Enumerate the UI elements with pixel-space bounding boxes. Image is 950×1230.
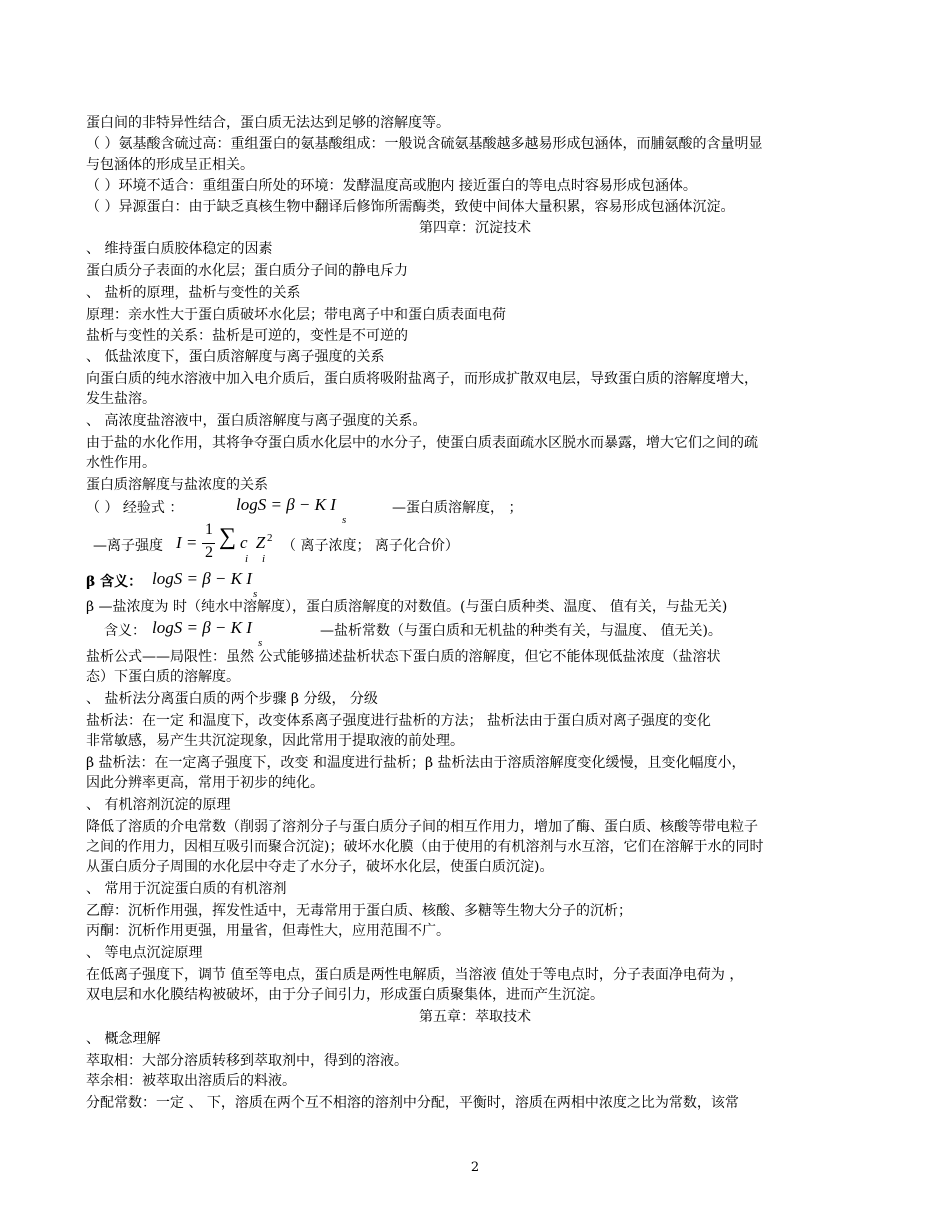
page-number: 2 [470, 1160, 480, 1175]
formula-subscript: s [253, 588, 258, 600]
paragraph-line: 蛋白质溶解度与盐浓度的关系 [86, 477, 268, 493]
paragraph-line: 盐析公式——局限性：虽然 公式能够描述盐析状态下蛋白质的溶解度，但它不能体现低盐浓度（盐溶状 [86, 649, 721, 665]
paragraph-line: 在低离子强度下，调节 值至等电点，蛋白质是两性电解质，当溶液 值处于等电点时，分子表面净电荷为 ， [86, 967, 744, 983]
paragraph-line: 非常敏感，易产生共沉淀现象，因此常用于提取液的前处理。 [86, 733, 464, 749]
empirical-formula: logS = β − K I [152, 569, 252, 588]
paragraph-line: 从蛋白质分子周围的水化层中夺走了水分子，破坏水化层，使蛋白质沉淀)。 [86, 859, 554, 875]
section-heading: 、 盐析法分离蛋白质的两个步骤 β 分级， 分级 [86, 691, 378, 707]
paragraph-line: （ ）环境不适合：重组蛋白所处的环境：发酵温度高或胞内 接近蛋白的等电点时容易形成包涵体。 [86, 178, 697, 194]
empirical-formula: logS = β − K I [152, 618, 252, 637]
chapter-heading: 第四章：沉淀技术 [419, 220, 531, 236]
section-heading: 、 维持蛋白质胶体稳定的因素 [86, 241, 273, 257]
paragraph-line: 与包涵体的形成呈正相关。 [86, 157, 254, 173]
formula-prefix: —离子强度 [93, 538, 163, 554]
formula-explanation: （ 离子浓度； 离子化合价） [282, 538, 459, 554]
paragraph-line: 萃取相：大部分溶质转移到萃取剂中，得到的溶液。 [86, 1053, 408, 1069]
section-heading: 、 等电点沉淀原理 [86, 945, 203, 961]
formula-prefix: β 含义： [86, 574, 143, 590]
formula-prefix: 含义： [104, 623, 146, 639]
paragraph-line: 向蛋白质的纯水溶液中加入电介质后，蛋白质将吸附盐离子，而形成扩散双电层，导致蛋白质的溶解度增大， [86, 371, 758, 387]
formula-prefix: （ ） 经验式 ： [86, 500, 184, 516]
paragraph-line: β —盐浓度为 时（纯水中溶解度），蛋白质溶解度的对数值。(与蛋白质种类、温度、 值有关，与盐无关) [86, 599, 728, 615]
paragraph-line: （ ）异源蛋白：由于缺乏真核生物中翻译后修饰所需酶类，致使中间体大量积累，容易形成包涵体沉淀。 [86, 199, 735, 215]
formula-explanation: —盐析常数（与蛋白质和无机盐的种类有关，与温度、 值无关)。 [320, 623, 722, 639]
paragraph-line: 由于盐的水化作用，其将争夺蛋白质水化层中的水分子，使蛋白质表面疏水区脱水而暴露，增大它们之间的疏 [86, 435, 758, 451]
section-heading: 、 高浓度盐溶液中，蛋白质溶解度与离子强度的关系。 [86, 413, 427, 429]
paragraph-line: 蛋白质分子表面的水化层；蛋白质分子间的静电斥力 [86, 263, 408, 279]
paragraph-line: 因此分辨率更高，常用于初步的纯化。 [86, 775, 324, 791]
paragraph-line: （ ）氨基酸含硫过高：重组蛋白的氨基酸组成：一般说含硫氨基酸越多越易形成包涵体，而脯氨酸的含量明显 [86, 136, 763, 152]
formula-subscript: s [258, 637, 263, 649]
paragraph-line: 原理：亲水性大于蛋白质破坏水化层；带电离子中和蛋白质表面电荷 [86, 307, 506, 323]
paragraph-line: 盐析与变性的关系：盐析是可逆的，变性是不可逆的 [86, 328, 408, 344]
paragraph-line: 双电层和水化膜结构被破坏，由于分子间引力，形成蛋白质聚集体，进而产生沉淀。 [86, 987, 604, 1003]
empirical-formula: logS = β − K I [236, 495, 336, 514]
paragraph-line: 之间的作用力，因相互吸引而聚合沉淀)；破坏水化膜（由于使用的有机溶剂与水互溶，它们在溶解于水的同时 [86, 839, 764, 855]
paragraph-line: 发生盐溶。 [86, 391, 156, 407]
summation-symbol: ∑ [219, 524, 237, 550]
ionic-terms: c Z [240, 533, 268, 552]
formula-explanation: —蛋白质溶解度， ； [392, 500, 523, 516]
formula-subscript: i [262, 553, 266, 565]
paragraph-line: 分配常数：一定 、 下，溶质在两个互不相溶的溶剂中分配，平衡时，溶质在两相中浓度之比为常数，该常 [86, 1095, 739, 1111]
section-heading: 、 概念理解 [86, 1031, 161, 1047]
section-heading: 、 有机溶剂沉淀的原理 [86, 797, 231, 813]
ionic-strength-symbol: I = [176, 533, 198, 552]
section-heading: 、 盐析的原理，盐析与变性的关系 [86, 285, 301, 301]
paragraph-line: 萃余相：被萃取出溶质后的料液。 [86, 1073, 296, 1089]
paragraph-line: 水性作用。 [86, 455, 156, 471]
formula-subscript: i [245, 553, 249, 565]
fraction-denominator: 2 [205, 544, 213, 561]
formula-subscript: s [342, 514, 347, 526]
section-heading: 、 低盐浓度下，蛋白质溶解度与离子强度的关系 [86, 349, 385, 365]
chapter-heading: 第五章：萃取技术 [419, 1009, 531, 1025]
paragraph-line: 盐析法：在一定 和温度下，改变体系离子强度进行盐析的方法； 盐析法由于蛋白质对离子强度的变化 [86, 713, 711, 729]
paragraph-line: 态）下蛋白质的溶解度。 [86, 669, 240, 685]
paragraph-line: 降低了溶质的介电常数（削弱了溶剂分子与蛋白质分子间的相互作用力，增加了酶、蛋白质、核酸等带电粒子 [86, 819, 758, 835]
section-heading: 、 常用于沉淀蛋白质的有机溶剂 [86, 881, 287, 897]
fraction-numerator: 1 [205, 521, 213, 538]
paragraph-line: 蛋白间的非特异性结合，蛋白质无法达到足够的溶解度等。 [86, 115, 450, 131]
paragraph-line: 丙酮：沉析作用更强，用量省，但毒性大，应用范围不广。 [86, 923, 450, 939]
paragraph-line: β 盐析法：在一定离子强度下，改变 和温度进行盐析；β 盐析法由于溶质溶解度变化缓慢，且变化幅度小， [86, 755, 746, 771]
paragraph-line: 乙醇：沉析作用强，挥发性适中，无毒常用于蛋白质、核酸、多糖等生物大分子的沉析； [86, 903, 632, 919]
formula-superscript: 2 [267, 532, 273, 544]
